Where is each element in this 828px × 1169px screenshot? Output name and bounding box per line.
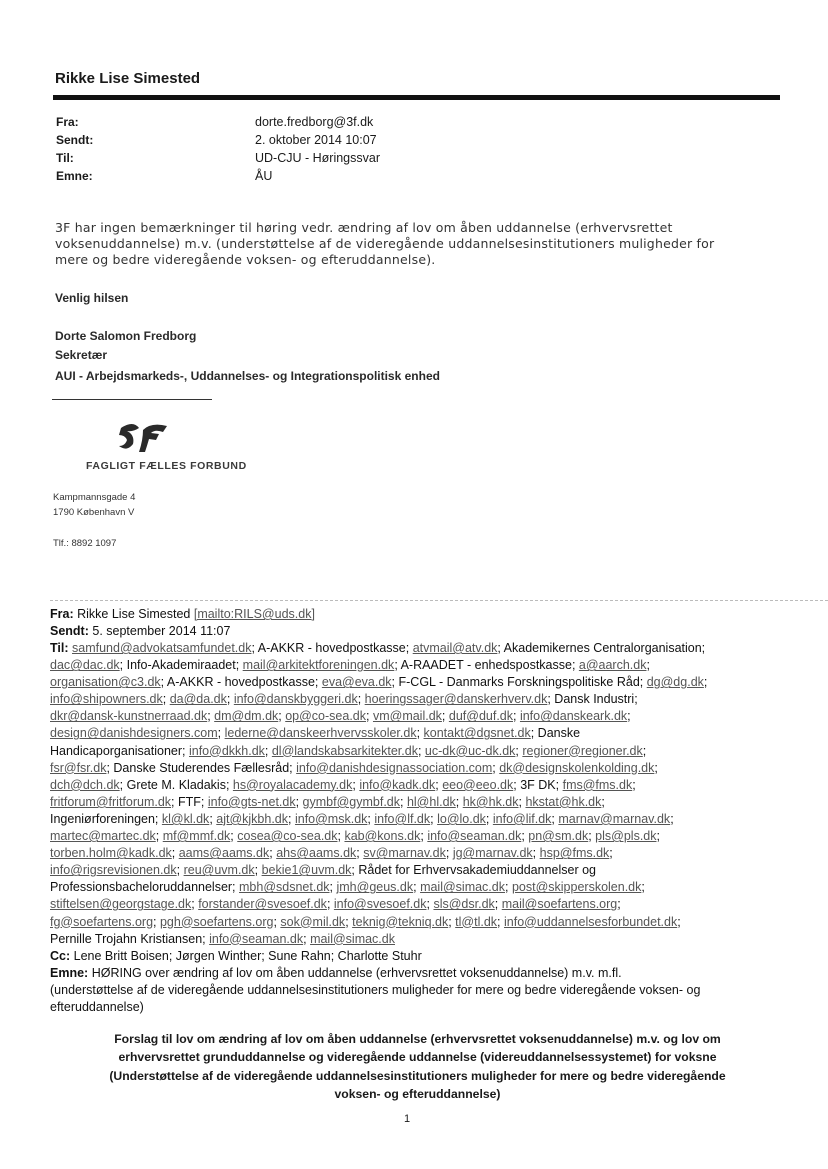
recipient-line <box>50 879 780 896</box>
email-link[interactable]: regioner@regioner.dk <box>522 743 643 758</box>
recipient-text: ; Info-Akademiraadet; <box>119 658 243 673</box>
recipient-line <box>50 896 780 913</box>
recipient-text: ; <box>703 675 708 690</box>
recipient-text: ; <box>430 811 438 826</box>
forward-subject-line: HØRING over ændring af lov om åben uddannelse (erhvervsrettet voksenuddannelse) m.v. m.fl. <box>91 966 622 980</box>
email-link[interactable]: info@seaman.dk <box>427 829 522 844</box>
recipient-text: ; <box>155 829 163 844</box>
email-link[interactable]: duf@duf.dk <box>448 709 513 724</box>
email-link[interactable]: sv@marnav.dk <box>363 846 446 861</box>
email-link[interactable]: mail@soefartens.org <box>501 897 618 912</box>
email-link[interactable]: samfund@advokatsamfundet.dk <box>72 641 252 655</box>
recipient-text: ; <box>153 914 160 929</box>
header-from-value: dorte.fredborg@3f.dk <box>255 115 374 129</box>
recipient-text: ; <box>337 829 345 844</box>
recipient-text: ; <box>494 897 502 912</box>
recipient-text: ; <box>441 709 449 724</box>
recipient-line <box>50 640 780 657</box>
email-link[interactable]: sls@dsr.dk <box>433 897 495 912</box>
recipient-text: ; <box>551 811 559 826</box>
proposal-title-line: erhvervsrettet grunduddannelse og videregående uddannelse (videreuddannelsessystemet) for voksne <box>118 1050 717 1065</box>
recipient-text: ; <box>654 760 658 775</box>
email-link[interactable]: organisation@c3.dk <box>50 675 161 690</box>
email-link[interactable]: kontakt@dgsnet.dk <box>423 726 531 741</box>
email-link[interactable]: torben.holm@kadk.dk <box>50 846 172 861</box>
recipient-text: ; <box>518 794 526 809</box>
recipient-text: ; <box>329 880 337 895</box>
header-subject-value: ÅU <box>255 169 273 183</box>
recipient-text: ; <box>162 692 170 707</box>
recipient-text: ; Akademikernes Centralorganisation; <box>497 641 706 655</box>
proposal-title-line: Forslag til lov om ændring af lov om åben uddannelse (erhvervsrettet voksenuddannelse) m.v. og lov om <box>114 1032 721 1046</box>
forward-sent-label: Sendt: <box>50 624 89 638</box>
proposal-title-line: (Understøttelse af de videregående uddannelsesinstitutioners muligheder for mere og bedre videregående <box>109 1068 726 1083</box>
forward-sent-value: 5. september 2014 11:07 <box>92 624 231 638</box>
recipient-text: ; A-AKKR - hovedpostkasse; <box>160 675 322 690</box>
message-body-line: voksenuddannelse) m.v. (understøttelse af de videregående uddannelsesinstitutioners muligheder for <box>55 236 715 251</box>
recipient-line <box>50 794 780 811</box>
recipient-line <box>50 828 780 845</box>
recipient-text: ; <box>609 846 613 861</box>
email-link[interactable]: dch@dch.dk <box>50 777 120 792</box>
recipient-text: ; FTF; <box>171 794 208 809</box>
email-link[interactable]: hsp@fms.dk <box>539 846 610 861</box>
header-sent-value: 2. oktober 2014 10:07 <box>255 133 377 147</box>
email-link[interactable]: teknig@tekniq.dk <box>352 914 449 929</box>
recipient-text: ; <box>416 726 424 741</box>
recipient-text: ; <box>426 897 434 912</box>
recipient-line <box>50 862 780 879</box>
recipient-text: ; <box>288 811 295 826</box>
recipient-text: ; <box>191 897 199 912</box>
message-body-line: mere og bedre videregående voksen- og efteruddannelse). <box>55 252 436 267</box>
recipient-text: ; <box>303 931 311 946</box>
email-link[interactable]: reu@uvm.dk <box>183 863 255 878</box>
email-link[interactable]: dg@dg.dk <box>646 675 704 690</box>
recipient-text: ; <box>455 794 463 809</box>
email-link[interactable]: dm@dm.dk <box>214 709 279 724</box>
recipient-line <box>50 691 780 708</box>
recipient-text: ; <box>641 880 645 895</box>
recipient-text: ; <box>230 829 238 844</box>
recipient-line <box>50 777 780 794</box>
email-link[interactable]: info@svesoef.dk <box>333 897 427 912</box>
email-link[interactable]: ahs@aams.dk <box>276 846 357 861</box>
proposal-title-line: voksen- og efteruddannelse) <box>334 1086 501 1101</box>
recipient-text: ; <box>656 829 660 844</box>
recipient-text: ; <box>366 709 373 724</box>
recipient-text: ; Danske Studerendes Fællesråd; <box>106 760 297 775</box>
message-body <box>55 220 775 268</box>
email-link[interactable]: info@msk.dk <box>294 811 368 826</box>
recipient-line <box>50 674 780 691</box>
email-link[interactable]: stiftelsen@georgstage.dk <box>50 897 192 912</box>
header-from-label: Fra: <box>56 115 79 129</box>
recipient-text: ; <box>207 709 215 724</box>
forward-separator <box>50 600 828 601</box>
recipient-text: ; Dansk Industri; <box>547 692 638 707</box>
email-link[interactable]: fsr@fsr.dk <box>50 760 107 775</box>
email-link[interactable]: pgh@soefartens.org <box>159 914 274 929</box>
forward-subject-row <box>50 965 780 1016</box>
email-link[interactable]: jmh@geus.dk <box>336 880 414 895</box>
recipient-text: Handicaporganisationer; <box>50 743 189 758</box>
email-link[interactable]: hk@hk.dk <box>462 794 519 809</box>
email-link[interactable]: info@danishdesignassociation.com <box>296 760 493 775</box>
forward-from-label: Fra: <box>50 607 74 621</box>
recipient-text: ; <box>497 914 504 929</box>
email-link[interactable]: dl@landskabsarkitekter.dk <box>271 743 418 758</box>
email-link[interactable]: info@danskeark.dk <box>519 709 628 724</box>
recipient-text: ; <box>171 846 179 861</box>
signature-divider <box>52 399 212 400</box>
recipient-text: ; <box>176 863 184 878</box>
recipient-text: ; <box>209 811 217 826</box>
recipient-text: ; <box>352 777 360 792</box>
recipient-line <box>50 725 780 742</box>
recipient-text: ; <box>513 709 520 724</box>
email-link[interactable]: eva@eva.dk <box>321 675 392 690</box>
recipient-text: ; <box>435 777 443 792</box>
recipient-text: ; <box>217 726 225 741</box>
signature-name: Dorte Salomon Fredborg <box>55 329 197 343</box>
forward-from-name: Rikke Lise Simested <box>77 607 191 621</box>
recipient-text: ; F-CGL - Danmarks Forskningspolitiske Råd; <box>391 675 647 690</box>
recipient-text: ; <box>632 777 636 792</box>
page-number: 1 <box>404 1113 411 1125</box>
recipient-line <box>50 657 780 674</box>
email-link[interactable]: design@danishdesigners.com <box>50 726 218 741</box>
email-link[interactable]: a@aarch.dk <box>578 658 647 673</box>
recipient-text: ; <box>273 914 281 929</box>
recipient-line <box>50 931 780 948</box>
3f-logo-icon <box>115 418 175 458</box>
email-link[interactable]: atvmail@atv.dk <box>412 641 498 655</box>
forward-cc-row <box>50 948 780 965</box>
greeting: Venlig hilsen <box>55 291 129 305</box>
forward-subject-line: (understøttelse af de videregående uddannelsesinstitutioners muligheder for mere og bedre videregående voksen- og <box>50 983 701 998</box>
email-link[interactable]: info@lf.dk <box>374 811 431 826</box>
email-link[interactable]: pls@pls.dk <box>595 829 657 844</box>
recipient-text: ; <box>345 914 353 929</box>
header-subject-label: Emne: <box>56 169 93 183</box>
email-link[interactable]: dk@designskolenkolding.dk <box>499 760 655 775</box>
forward-to-label: Til: <box>50 641 69 655</box>
recipient-list <box>50 640 780 948</box>
email-link[interactable]: info@dkkh.dk <box>188 743 265 758</box>
logo-wordmark: FAGLIGT FÆLLES FORBUND <box>86 460 247 472</box>
recipient-text: ; <box>445 846 453 861</box>
email-link[interactable]: mail@arkitektforeningen.dk <box>242 658 395 673</box>
email-link[interactable]: lederne@danskeerhvervsskoler.dk <box>224 726 417 741</box>
phone-number: Tlf.: 8892 1097 <box>53 538 117 549</box>
forward-from-row <box>50 606 780 623</box>
recipient-line <box>50 845 780 862</box>
recipient-text: ; Rådet for Erhvervsakademiuddannelser og <box>351 863 597 878</box>
proposal-title <box>60 1030 775 1103</box>
email-link[interactable]: bekie1@uvm.dk <box>261 863 352 878</box>
recipient-line <box>50 743 780 760</box>
recipient-text: ; <box>254 863 262 878</box>
recipient-text: ; A-AKKR - hovedpostkasse; <box>251 641 413 655</box>
recipient-text: Professionsbacheloruddannelser; <box>50 880 240 895</box>
email-link[interactable]: tl@tl.dk <box>455 914 498 929</box>
email-link[interactable]: hkstat@hk.dk <box>525 794 602 809</box>
email-link[interactable]: info@shipowners.dk <box>50 692 163 707</box>
email-link[interactable]: fritforum@fritforum.dk <box>50 794 172 809</box>
email-link[interactable]: vm@mail.dk <box>372 709 442 724</box>
email-link[interactable]: mail@simac.dk <box>420 880 505 895</box>
recipient-text: ; <box>515 743 523 758</box>
email-link[interactable]: martec@martec.dk <box>50 829 156 844</box>
email-link[interactable]: op@co-sea.dk <box>285 709 367 724</box>
recipient-text: ; <box>356 846 364 861</box>
recipient-text: ; <box>521 829 529 844</box>
address-line: Kampmannsgade 4 <box>53 492 136 503</box>
email-link[interactable]: mf@mmf.dk <box>162 829 231 844</box>
recipient-text: Ingeniørforeningen; <box>50 811 162 826</box>
forward-cc-label: Cc: <box>50 949 71 963</box>
recipient-text: ; <box>532 846 540 861</box>
recipient-text: ; <box>420 829 428 844</box>
recipient-line <box>50 708 780 725</box>
recipient-text: ; <box>295 794 303 809</box>
email-link[interactable]: hs@royalacademy.dk <box>232 777 353 792</box>
email-link[interactable]: forstander@svesoef.dk <box>198 897 327 912</box>
recipient-text: ; <box>642 743 647 758</box>
email-link[interactable]: pn@sm.dk <box>528 829 589 844</box>
header-to-label: Til: <box>56 151 74 165</box>
recipient-text: ; Grete M. Kladakis; <box>119 777 233 792</box>
recipient-text: ; <box>646 658 650 673</box>
email-link[interactable]: eeo@eeo.dk <box>442 777 514 792</box>
document-title: Rikke Lise Simested <box>55 70 201 87</box>
recipient-text: ; A-RAADET - enhedspostkasse; <box>394 658 579 673</box>
forward-sent-row <box>50 623 780 640</box>
email-link[interactable]: info@danskbyggeri.dk <box>233 692 358 707</box>
forward-subject-line: efteruddannelse) <box>50 1000 144 1015</box>
email-link[interactable]: marnav@marnav.dk <box>558 811 671 826</box>
recipient-text: ; <box>278 709 286 724</box>
email-link[interactable]: gymbf@gymbf.dk <box>302 794 400 809</box>
recipient-text: ; <box>269 846 277 861</box>
email-link[interactable]: fms@fms.dk <box>562 777 633 792</box>
forward-subject-label: Emne: <box>50 966 89 980</box>
recipient-text: ; <box>226 692 234 707</box>
recipient-text: ; <box>485 811 493 826</box>
email-link[interactable]: aams@aams.dk <box>178 846 270 861</box>
recipient-text: ; <box>505 880 512 895</box>
recipient-text: ; <box>413 880 421 895</box>
email-link[interactable]: info@uddannelsesforbundet.dk <box>504 914 678 929</box>
address-line: 1790 København V <box>53 507 135 518</box>
email-link[interactable]: uc-dk@uc-dk.dk <box>424 743 516 758</box>
header-sent-label: Sendt: <box>56 133 94 147</box>
recipient-text: ; <box>677 914 681 929</box>
email-link[interactable]: mail@simac.dk <box>310 931 395 946</box>
email-link[interactable]: da@da.dk <box>169 692 227 707</box>
email-link[interactable]: kab@kons.dk <box>344 829 421 844</box>
recipient-text: ; <box>492 760 500 775</box>
email-link[interactable]: info@lif.dk <box>492 811 552 826</box>
signature-role: Sekretær <box>55 348 108 362</box>
forward-cc-value: Lene Britt Boisen; Jørgen Winther; Sune Rahn; Charlotte Stuhr <box>73 949 422 963</box>
recipient-line <box>50 811 780 828</box>
email-link[interactable]: jg@marnav.dk <box>452 846 533 861</box>
email-link[interactable]: cosea@co-sea.dk <box>237 829 338 844</box>
recipient-text: ; <box>367 811 375 826</box>
recipient-text: ; Danske <box>530 726 581 741</box>
email-link[interactable]: ajt@kjkbh.dk <box>216 811 289 826</box>
recipient-text: ; <box>588 829 596 844</box>
email-link[interactable]: dac@dac.dk <box>50 658 120 673</box>
email-link[interactable]: kl@kl.dk <box>161 811 210 826</box>
email-link[interactable]: info@gts-net.dk <box>207 794 296 809</box>
header-to-value: UD-CJU - Høringssvar <box>255 151 380 165</box>
email-link[interactable]: dkr@dansk-kunstnerraad.dk <box>50 709 208 724</box>
recipient-text: ; <box>617 897 621 912</box>
signature-unit: AUI - Arbejdsmarkeds-, Uddannelses- og Integrationspolitisk enhed <box>55 369 440 383</box>
mailto-link[interactable]: [mailto:RILS@uds.dk] <box>193 607 315 621</box>
recipient-text: ; <box>601 794 605 809</box>
title-rule <box>53 95 780 100</box>
email-link[interactable]: post@skipperskolen.dk <box>511 880 642 895</box>
email-link[interactable]: info@rigsrevisionen.dk <box>50 863 177 878</box>
recipient-text: ; 3F DK; <box>513 777 563 792</box>
email-link[interactable]: hl@hl.dk <box>406 794 456 809</box>
email-link[interactable]: mbh@sdsnet.dk <box>239 880 330 895</box>
recipient-text: ; <box>400 794 407 809</box>
email-link[interactable]: hoeringssager@danskerhverv.dk <box>364 692 548 707</box>
email-link[interactable]: fg@soefartens.org <box>50 914 154 929</box>
recipient-text: ; <box>627 709 631 724</box>
recipient-line <box>50 914 780 931</box>
recipient-text: ; <box>357 692 365 707</box>
email-link[interactable]: info@seaman.dk <box>209 931 304 946</box>
recipient-text: Pernille Trojahn Kristiansen; <box>50 931 210 946</box>
message-body-line: 3F har ingen bemærkninger til høring vedr. ændring af lov om åben uddannelse (erhvervsrettet <box>55 220 673 235</box>
recipient-text: ; <box>264 743 272 758</box>
recipient-text: ; <box>670 811 674 826</box>
recipient-line <box>50 760 780 777</box>
recipient-text: ; <box>417 743 425 758</box>
email-link[interactable]: info@kadk.dk <box>359 777 436 792</box>
email-link[interactable]: sok@mil.dk <box>280 914 346 929</box>
recipient-text: ; <box>326 897 334 912</box>
recipient-text: ; <box>448 914 456 929</box>
email-link[interactable]: lo@lo.dk <box>437 811 486 826</box>
